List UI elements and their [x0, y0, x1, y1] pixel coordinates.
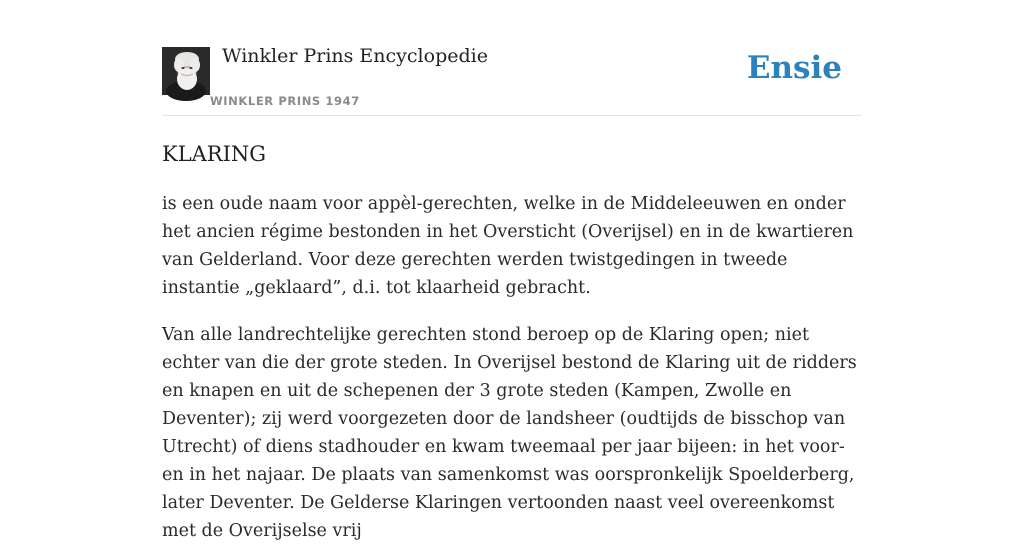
article-paragraph-2: Van alle landrechtelijke gerechten stond beroep op de Klaring open; niet echter van die der grote steden. In Overijsel bestond de Klaring uit de ridders en knapen en uit de schepenen der 3 grote steden (Kampen, Zwolle en Deventer); zij werd voorgezeten door de landsheer (oudtijds de bisschop van Utrecht) of diens stadhouder en kwam tweemaal per jaar bijeen: in het voor- en in het najaar. De plaats van samenkomst was oorspronkelijk Spoelderberg, later Deventer. De Gelderse Klaringen vertoonden naast veel overeenkomst met de Overijselse vrij — [162, 325, 857, 541]
header — [162, 0, 862, 116]
avatar[interactable] — [162, 47, 210, 95]
bearded-man-portrait-icon — [162, 47, 210, 95]
site-name[interactable]: Winkler Prins Encyclopedie — [222, 45, 488, 67]
article-container — [162, 0, 862, 545]
ensie-logo[interactable]: Ensie — [746, 50, 842, 86]
article-paragraph-1: is een oude naam voor appèl-gerechten, welke in de Middeleeuwen en onder het ancien régime bestonden in het Oversticht (Overijsel) en in de kwartieren van Gelderland. Voor deze gerechten werden twistgedingen in tweede instantie „geklaard”, d.i. tot klaarheid gebracht. — [162, 194, 854, 298]
article-title: KLARING — [162, 142, 267, 166]
source-subtitle: WINKLER PRINS 1947 — [210, 94, 360, 108]
